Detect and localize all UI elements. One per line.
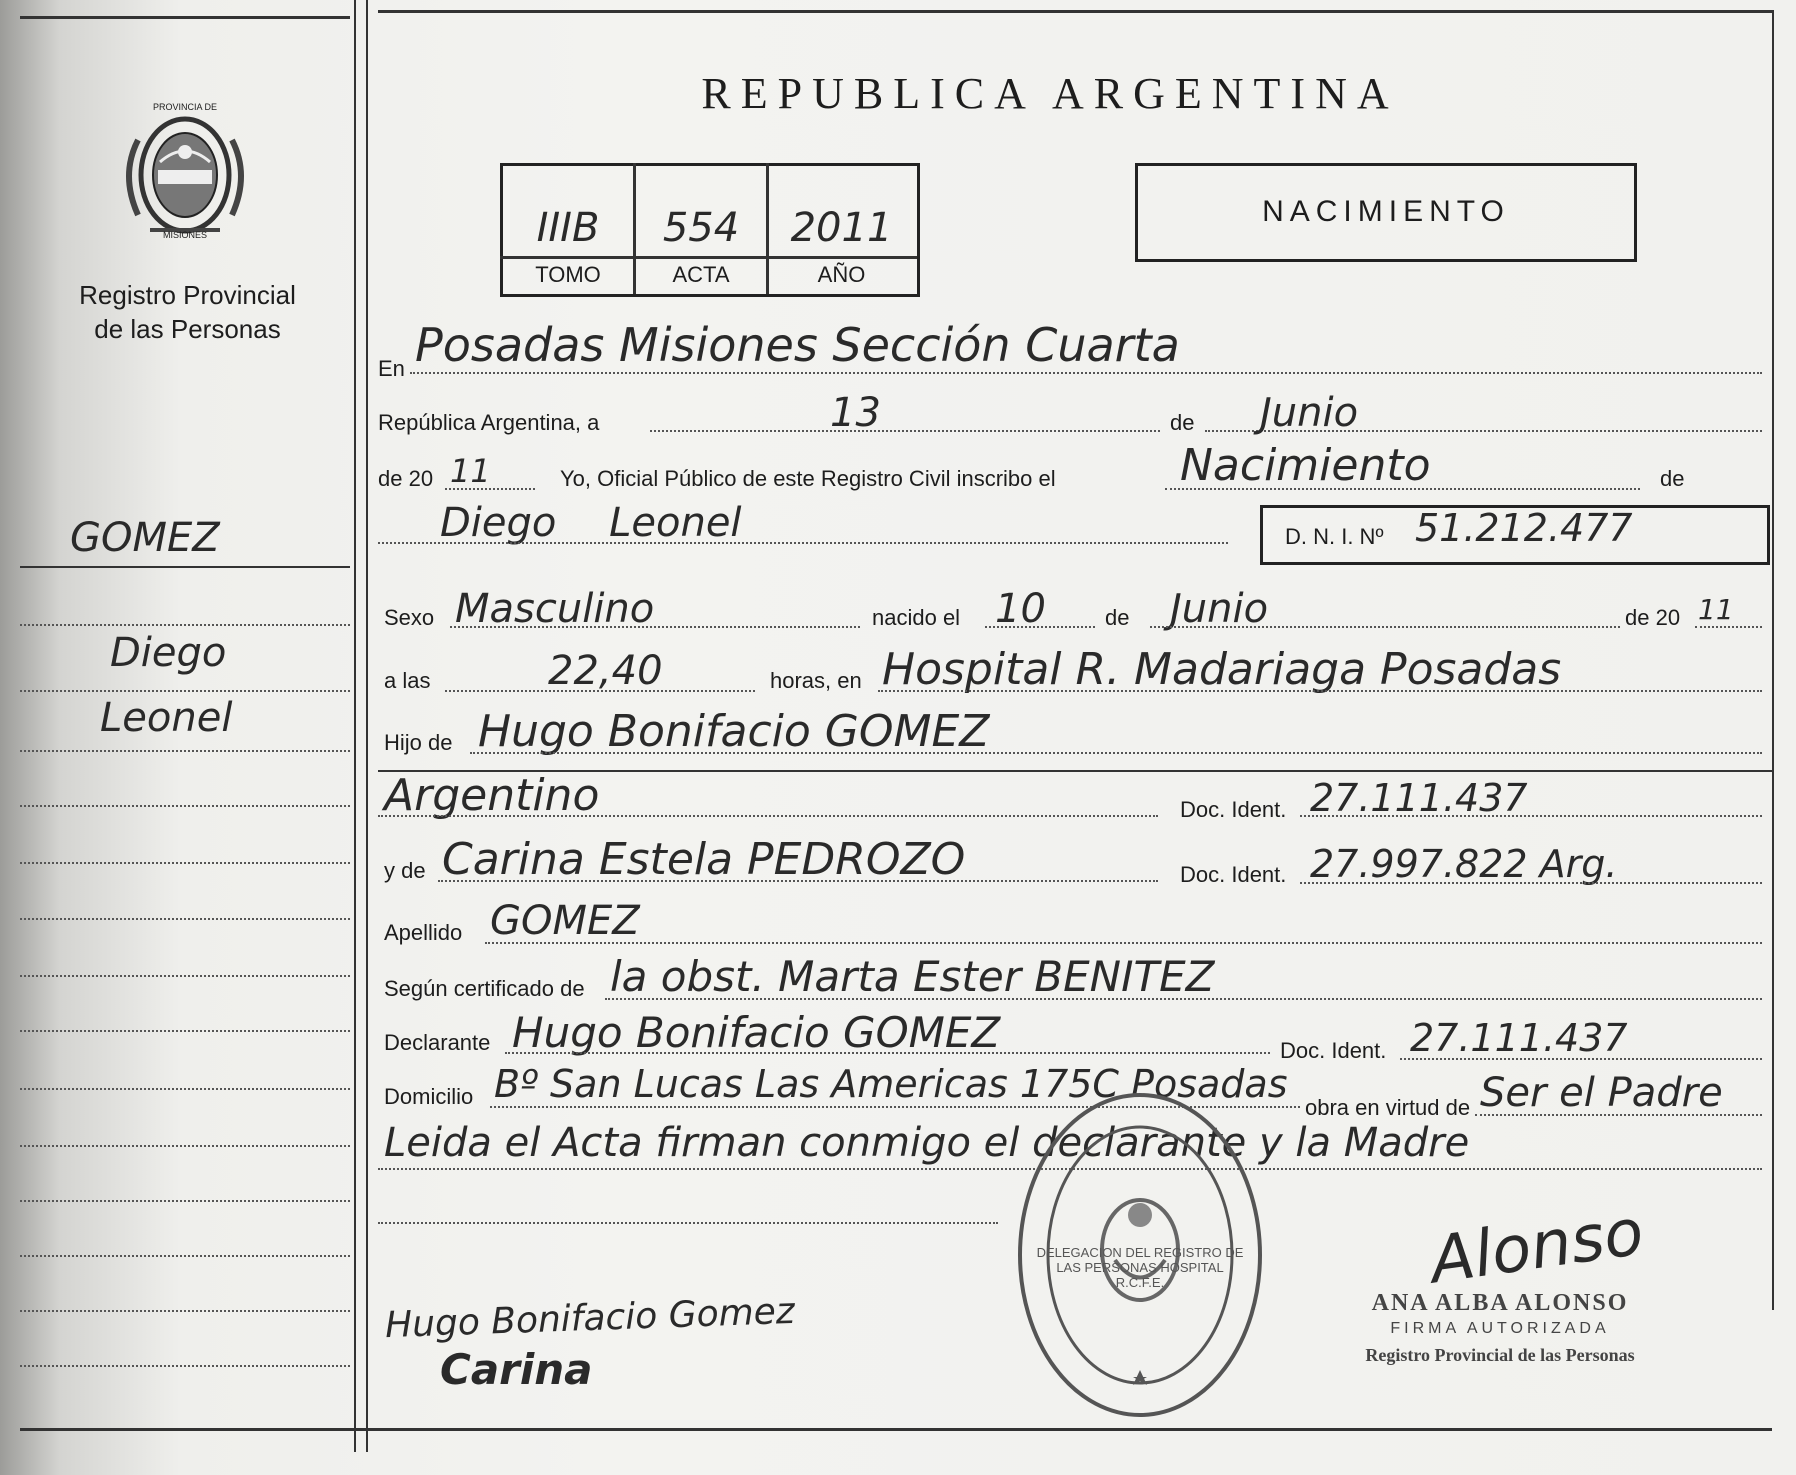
entry-line (485, 942, 1762, 944)
officer-title: FIRMA AUTORIZADA (1390, 1320, 1610, 1337)
mother-name-value: Carina Estela PEDROZO (442, 834, 966, 885)
margin-name-line1: Diego (110, 630, 227, 676)
entry-line (650, 430, 1160, 432)
sexo-value: Masculino (455, 586, 655, 632)
margin-line (20, 750, 350, 752)
father-name-value: Hugo Bonifacio GOMEZ (478, 706, 990, 757)
en-label: En (378, 356, 405, 381)
registry-name-line1: Registro Provincial (79, 280, 296, 310)
entry-line (1150, 626, 1620, 628)
entry-line (1165, 488, 1640, 490)
ano-label: AÑO (817, 262, 866, 287)
seal-top-text: PROVINCIA DE (152, 102, 217, 112)
year-prefix-label: de 20 (378, 466, 434, 491)
doc-ident-label-2: Doc. Ident. (1180, 862, 1287, 887)
birth-day-value: 10 (995, 586, 1046, 632)
officer-name: ANA ALBA ALONSO (1371, 1290, 1629, 1316)
dni-value: 51.212.477 (1415, 506, 1633, 550)
birth-year-suffix-value: 11 (1698, 593, 1734, 626)
year-suffix-value: 11 (450, 452, 491, 490)
entry-line (445, 488, 535, 490)
record-type: NACIMIENTO (1262, 195, 1510, 228)
y-de-label: y de (384, 858, 426, 883)
entry-line (1300, 882, 1762, 884)
declarante-label: Declarante (384, 1030, 491, 1055)
entry-line (438, 880, 1158, 882)
entry-line (378, 1222, 998, 1224)
de-label-3: de (1105, 605, 1130, 630)
margin-line (20, 1365, 350, 1367)
sexo-label: Sexo (384, 605, 435, 630)
apellido-label: Apellido (384, 920, 463, 945)
horas-label: horas, en (770, 668, 862, 693)
margin-line (20, 624, 350, 626)
birth-place-value: Hospital R. Madariaga Posadas (882, 644, 1562, 695)
entry-line (378, 542, 1228, 544)
republica-label: República Argentina, a (378, 410, 600, 435)
country-title: REPUBLICA ARGENTINA (701, 69, 1399, 118)
acta-value: 554 (662, 205, 740, 251)
margin-line (20, 1145, 350, 1147)
acta-label: ACTA (672, 262, 730, 287)
declarante-doc-value: 27.111.437 (1410, 1016, 1628, 1060)
margin-line (20, 1088, 350, 1090)
margin-surname-rule (20, 566, 350, 568)
margin-line (20, 1200, 350, 1202)
closing-line: Leida el Acta firman conmigo el declarante y la Madre (384, 1120, 1470, 1166)
margin-line (20, 1030, 350, 1032)
tomo-value: IIIB (536, 205, 600, 251)
hijo-label: Hijo de (384, 730, 453, 755)
entry-line (1300, 815, 1762, 817)
segun-label: Según certificado de (384, 976, 585, 1001)
entry-line (605, 998, 1762, 1000)
top-rule-right (378, 10, 1773, 13)
nacido-label: nacido el (872, 605, 961, 630)
right-edge (1772, 10, 1774, 1310)
obra-label: obra en virtud de (1305, 1095, 1471, 1120)
madre-signature: Carina (440, 1345, 593, 1394)
margin-line (20, 975, 350, 977)
stamp-text: DELEGACION DEL REGISTRO DE LAS PERSONAS HOSPITAL R.C.F.E. (1036, 1245, 1244, 1290)
father-doc-value: 27.111.437 (1310, 776, 1528, 820)
provincial-seal-icon (110, 100, 260, 250)
margin-divider-left (354, 0, 356, 1452)
entry-line (1400, 1058, 1762, 1060)
entry-line (410, 372, 1762, 374)
a-las-label: a las (384, 668, 431, 693)
child-name-value: Diego Leonel (440, 500, 742, 546)
doc-ident-label: Doc. Ident. (1180, 797, 1287, 822)
mother-doc-value: 27.997.822 Arg. (1310, 842, 1618, 886)
obra-value: Ser el Padre (1480, 1070, 1723, 1116)
entry-line (450, 626, 860, 628)
top-rule-left (20, 16, 350, 19)
registry-name-line2: de las Personas (94, 314, 281, 344)
month-value: Junio (1260, 390, 1359, 436)
entry-line (505, 1052, 1270, 1054)
declarante-value: Hugo Bonifacio GOMEZ (512, 1008, 1001, 1057)
entry-line (470, 752, 1762, 754)
declarante-signature: Hugo Bonifacio Gomez (384, 1290, 796, 1347)
entry-line (445, 690, 755, 692)
dni-label: D. N. I. Nº (1285, 524, 1384, 549)
margin-line (20, 1255, 350, 1257)
birth-year-label: de 20 (1625, 605, 1681, 630)
entry-line (1475, 1114, 1762, 1116)
de-label: de (1170, 410, 1195, 435)
entry-line (378, 815, 1158, 817)
oficial-text: Yo, Oficial Público de este Registro Civil inscribo el (560, 466, 1056, 491)
reference-label-rule (500, 256, 917, 259)
apellido-value: GOMEZ (490, 898, 640, 944)
place-value: Posadas Misiones Sección Cuarta (415, 318, 1180, 372)
act-kind-value: Nacimiento (1180, 440, 1431, 491)
domicilio-value: Bº San Lucas Las Americas 175C Posadas (494, 1062, 1288, 1106)
hour-value: 22,40 (548, 648, 663, 694)
father-nationality-value: Argentino (384, 770, 600, 821)
margin-line (20, 862, 350, 864)
de-label-2: de (1660, 466, 1685, 491)
entry-line (878, 690, 1762, 692)
margin-line (20, 1310, 350, 1312)
entry-line (985, 626, 1095, 628)
officer-signature: Alonso (1425, 1195, 1648, 1299)
day-value: 13 (830, 390, 881, 436)
margin-line (20, 918, 350, 920)
seal-bottom-text: MISIONES (162, 230, 207, 240)
entry-line (1695, 626, 1762, 628)
margin-divider-right (366, 0, 368, 1452)
doc-ident-label-3: Doc. Ident. (1280, 1038, 1387, 1063)
birth-month-value: Junio (1170, 586, 1269, 632)
officer-registry: Registro Provincial de las Personas (1365, 1345, 1635, 1365)
margin-name-line2: Leonel (100, 695, 233, 741)
ano-value: 2011 (790, 205, 893, 251)
domicilio-label: Domicilio (384, 1084, 474, 1109)
tomo-label: TOMO (535, 262, 601, 287)
certificado-value: la obst. Marta Ester BENITEZ (610, 952, 1215, 1001)
bottom-rule (20, 1428, 1772, 1431)
margin-line (20, 690, 350, 692)
margin-line (20, 805, 350, 807)
margin-surname: GOMEZ (70, 515, 220, 561)
